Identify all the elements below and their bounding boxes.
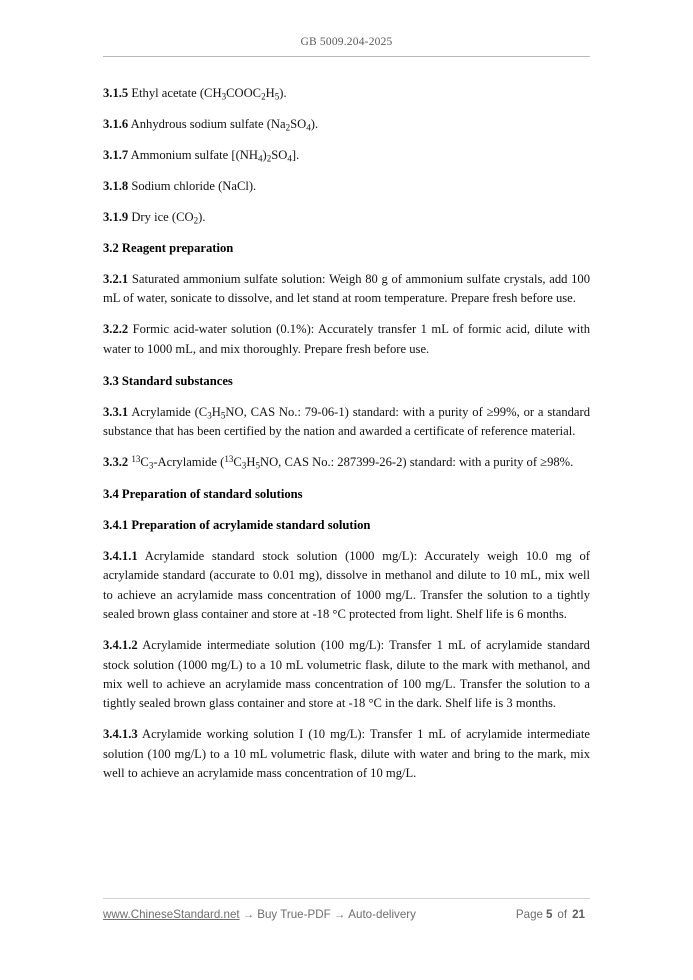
paragraph-3-3-2: 3.3.2 $^{13}C_3$-Acrylamide ($^{13}C_3H_5NO$, CAS No.: 287399-26-2) standard: with a purity of ≥98%. [103,454,574,471]
reagent-item-3-1-8: 3.1.8 Sodium chloride (NaCl). [103,179,257,193]
website-link[interactable]: www.ChineseStandard.net [103,908,240,921]
paragraph-text: Saturated ammonium sulfate solution: Weigh 80 g of ammonium sulfate crystals, add 100 mL of water, sonicate to dissolve, and let stand at room temperature. Prepare fresh before use. [103,272,590,306]
arrow-right-icon: → [242,908,255,921]
reagent-number: 3.1.7 [103,148,129,162]
cas-number: CAS No.: 79-06-1 [250,404,345,419]
reagent-item-3-1-9: 3.1.9 Dry ice $(CO_2)$. [103,210,206,226]
paragraph-3-2-1 [103,270,590,309]
paragraph-text: Formic acid-water solution (0.1%): Accurately transfer 1 mL of formic acid, dilute with water to 1000 mL, and mix thoroughly. Prepare fresh before use. [103,322,590,356]
section-heading-3-2: 3.2 Reagent preparation [103,241,234,255]
header-standard-number: GB 5009.204-2025 [300,36,393,48]
paragraph-number: 3.3.2 [103,455,129,470]
document-body [103,84,590,795]
page-indicator [516,908,590,921]
footer-content [103,908,590,921]
page-footer [103,898,590,921]
current-page-number: 5 [545,908,553,921]
footer-promo [103,908,416,921]
paragraph-3-2-2 [103,320,590,359]
section-heading-3-4: 3.4 Preparation of standard solutions [103,487,303,502]
arrow-right-icon: → [333,908,346,921]
footer-divider [103,898,590,899]
paragraph-text: Acrylamide intermediate solution (100 mg/L): Transfer 1 mL of acrylamide standard stock solution (1000 mg/L) to a 10 mL volumetric flask, dilute to the mark with methanol, and mix well to achieve an acrylamide mass concentration of 100 mg/L. Transfer the solution to a tightly sealed brown glass container and store at -18 °C in the dark. Shelf life is 3 months. [103,638,590,711]
paragraph-number: 3.4.1.1 [103,549,138,564]
paragraph-text: Acrylamide working solution I (10 mg/L): Transfer 1 mL of acrylamide intermediate solution (100 mg/L) to a 10 mL volumetric flask, dilute with water and bring to the mark, mix well to achieve an acrylamide mass concentration of 10 mg/L. [103,727,590,781]
paragraph-3-4-1-2 [103,636,590,714]
paragraph-3-4-1-1 [103,547,590,625]
total-page-count: 21 [572,908,585,921]
page-header [103,36,590,57]
reagent-number: 3.1.6 [103,117,129,131]
section-heading-3-3: 3.3 Standard substances [103,373,233,388]
paragraph-number: 3.4.1.2 [103,638,138,653]
paragraph-3-4-1-3 [103,725,590,783]
reagent-item-3-1-7: 3.1.7 Ammonium sulfate $[(NH_4)_2SO_4]$. [103,148,300,164]
paragraph-number: 3.4.1.3 [103,727,138,742]
paragraph-text: Acrylamide standard stock solution (1000 mg/L): Accurately weigh 10.0 mg of acrylamide standard (accurate to 0.01 mg), dissolve in methanol and dilute to 10 mL, mix well to achieve an acrylamide mass concentration of 1000 mg/L. Transfer the solution to a tightly sealed brown glass container and store at -18 °C protected from light. Shelf life is 6 months. [103,549,590,622]
reagent-number: 3.1.8 [103,179,129,193]
buy-pdf-label[interactable]: Buy True-PDF [257,908,331,921]
section-heading-3-4-1: 3.4.1 Preparation of acrylamide standard solution [103,518,371,533]
paragraph-text: ) standard: with a purity of ≥98%. [402,455,574,470]
reagent-item-3-1-6: 3.1.6 Anhydrous sodium sulfate $(Na_2SO_4)$. [103,117,319,133]
paragraph-number: 3.2.1 [103,272,129,286]
reagent-number: 3.1.9 [103,210,129,224]
header-divider [103,56,590,57]
reagent-number: 3.1.5 [103,86,129,100]
paragraph-number: 3.3.1 [103,404,129,419]
paragraph-text: ) standard: with a purity of ≥99%, or a standard substance that has been certified by the nation and awarded a certificate of reference material. [103,404,591,439]
of-label: of [557,908,568,921]
cas-number: CAS No.: 287399-26-2 [284,455,403,470]
reagent-item-3-1-5: 3.1.5 Ethyl acetate $(CH_3COOC_2H_5)$. [103,86,287,102]
paragraph-3-3-1: 3.3.1 Acrylamide ($C_3H_5NO$, CAS No.: 79-06-1) standard: with a purity of ≥99%, or a standard substance that has been certified by the nation and awarded a certificate of reference material. [103,404,591,439]
page-label: Page [515,908,543,921]
paragraph-number: 3.2.2 [103,322,129,337]
auto-delivery-label: Auto-delivery [348,908,416,921]
